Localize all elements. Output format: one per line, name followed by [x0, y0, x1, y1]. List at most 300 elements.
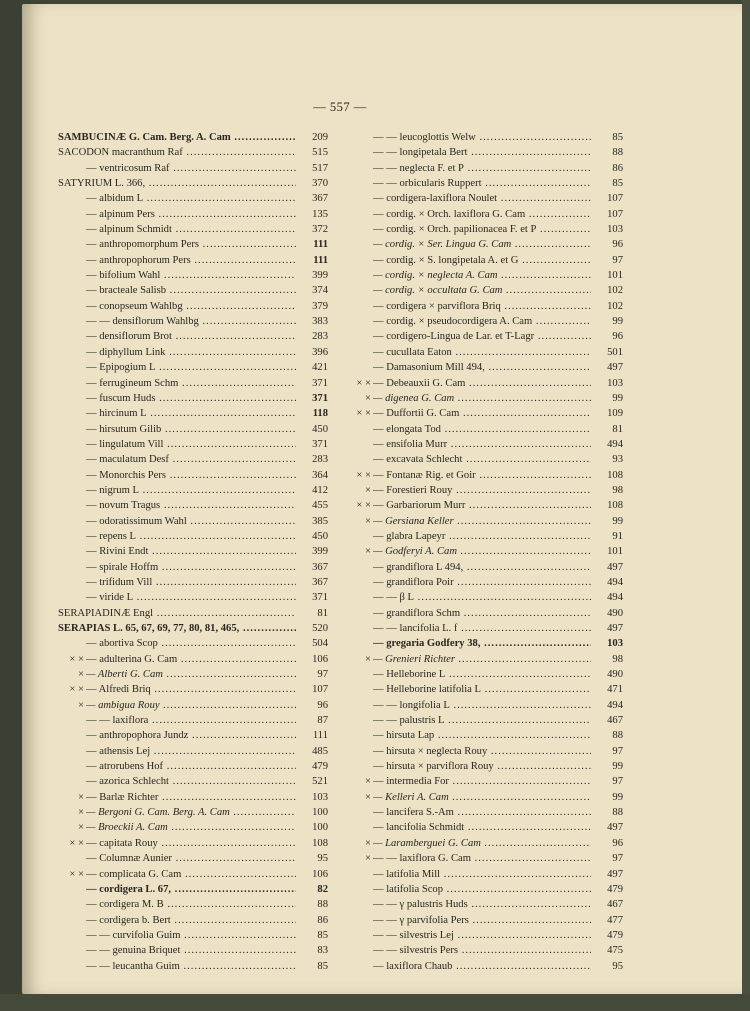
entry-name: — cordig. × Orch. papilionacea F. et P ..... [373, 222, 591, 237]
entry-name: — — β L ..... [373, 590, 591, 605]
page-reference: 107 [593, 191, 623, 206]
index-entry [58, 145, 328, 160]
page-reference: 99 [593, 514, 623, 529]
hybrid-marker: × [365, 837, 371, 849]
index-entry [58, 376, 328, 391]
index-entry [58, 529, 328, 544]
entry-name: — — lancifolia L. f ..... [373, 621, 591, 636]
entry-name: — grandiflora Poir ..... [373, 575, 591, 590]
entry-name: — Columnæ Aunier ..... [86, 851, 296, 866]
index-entry [58, 836, 328, 851]
hybrid-marker: × [78, 791, 84, 803]
entry-name: — ambigua Rouy ..... [86, 698, 296, 713]
entry-name: — densiflorum Brot ..... [86, 329, 296, 344]
entry-name: — anthropophorum Pers ..... [86, 253, 296, 268]
page-reference: 118 [298, 406, 328, 421]
page-reference: 471 [593, 682, 623, 697]
index-entry [58, 851, 328, 866]
index-entry [345, 959, 623, 974]
index-entry [345, 468, 623, 483]
entry-name: — alpinum Pers ..... [86, 207, 296, 222]
entry-name: — — neglecta F. et P ..... [373, 161, 591, 176]
entry-name: — cordig. × S. longipetala A. et G ..... [373, 253, 591, 268]
entry-name: — atrorubens Hof ..... [86, 759, 296, 774]
page-reference: 497 [593, 621, 623, 636]
page-reference: 475 [593, 943, 623, 958]
hybrid-marker: × × [69, 684, 84, 696]
hybrid-marker: × [365, 776, 371, 788]
index-entry [58, 560, 328, 575]
entry-name: — anthropophora Jundz ..... [86, 728, 296, 743]
entry-name: — viride L ..... [86, 590, 296, 605]
entry-name: — lingulatum Vill ..... [86, 437, 296, 452]
entry-name: — trifidum Vill ..... [86, 575, 296, 590]
index-entry [345, 237, 623, 252]
page-reference: 81 [298, 606, 328, 621]
index-entry [345, 575, 623, 590]
entry-name: — ferrugineum Schm ..... [86, 376, 296, 391]
entry-name: — Epipogium L ..... [86, 360, 296, 375]
entry-name: — Monorchis Pers ..... [86, 468, 296, 483]
entry-name: — albidum L ..... [86, 191, 296, 206]
entry-name: — Barlæ Richter ..... [86, 790, 296, 805]
entry-name: — hirsuta × neglecta Rouy ..... [373, 744, 591, 759]
index-entry [345, 636, 623, 651]
entry-name: — conopseum Wahlbg ..... [86, 299, 296, 314]
entry-name: SACODON macranthum Raf ..... [58, 145, 296, 160]
index-entry [58, 176, 328, 191]
index-entry [58, 345, 328, 360]
index-entry [345, 713, 623, 728]
page-reference: 379 [298, 299, 328, 314]
entry-name: — — curvifolia Guim ..... [86, 928, 296, 943]
page-reference: 96 [593, 329, 623, 344]
index-entry [345, 928, 623, 943]
index-entry [58, 299, 328, 314]
index-entry [345, 943, 623, 958]
page-reference: 494 [593, 590, 623, 605]
page-reference: 497 [593, 560, 623, 575]
index-entry [58, 222, 328, 237]
page-reference: 98 [593, 652, 623, 667]
page-reference: 97 [593, 253, 623, 268]
entry-name: — Alberti G. Cam ..... [86, 667, 296, 682]
index-entry [58, 897, 328, 912]
page-reference: 111 [298, 728, 328, 743]
page-reference: 209 [298, 130, 328, 145]
page-reference: 490 [593, 667, 623, 682]
entry-name: — — γ parvifolia Pers ..... [373, 913, 591, 928]
hybrid-marker: × [78, 807, 84, 819]
page-reference: 86 [593, 161, 623, 176]
page-reference: 99 [593, 759, 623, 774]
entry-name: — abortiva Scop ..... [86, 636, 296, 651]
entry-name: — lancifolia Schmidt ..... [373, 820, 591, 835]
page-reference: 521 [298, 774, 328, 789]
hybrid-marker: × × [356, 377, 371, 389]
page-reference: 97 [593, 851, 623, 866]
page-reference: 96 [298, 698, 328, 713]
index-entry [58, 790, 328, 805]
index-entry [58, 329, 328, 344]
page-reference: 88 [298, 897, 328, 912]
page-reference: 450 [298, 422, 328, 437]
page-reference: 520 [298, 621, 328, 636]
page-reference: 108 [298, 836, 328, 851]
index-entry [345, 759, 623, 774]
index-entry [58, 943, 328, 958]
index-entry [345, 774, 623, 789]
index-entry [58, 728, 328, 743]
hybrid-marker: × [365, 791, 371, 803]
entry-name: — hirsutum Gilib ..... [86, 422, 296, 437]
page-reference: 467 [593, 897, 623, 912]
index-entry [58, 253, 328, 268]
index-entry [58, 191, 328, 206]
page-reference: 371 [298, 590, 328, 605]
index-entry [58, 575, 328, 590]
index-entry [58, 913, 328, 928]
hybrid-marker: × [78, 822, 84, 834]
entry-name: — — longipetala Bert ..... [373, 145, 591, 160]
entry-name: — Debeauxii G. Cam ..... [373, 376, 591, 391]
index-entry [345, 191, 623, 206]
entry-name: — cordigera × parviflora Briq ..... [373, 299, 591, 314]
entry-name: — glabra Lapeyr ..... [373, 529, 591, 544]
entry-name: SATYRIUM L. 366, ..... [58, 176, 296, 191]
page-reference: 399 [298, 268, 328, 283]
index-entry [345, 867, 623, 882]
page-reference: 96 [593, 237, 623, 252]
page-reference: 85 [298, 959, 328, 974]
page-reference: 101 [593, 544, 623, 559]
page-reference: 372 [298, 222, 328, 237]
index-entry [345, 544, 623, 559]
page-reference: 109 [593, 406, 623, 421]
page-reference: 91 [593, 529, 623, 544]
index-entry [58, 667, 328, 682]
hybrid-marker: × [78, 699, 84, 711]
page-reference: 135 [298, 207, 328, 222]
index-entry [58, 544, 328, 559]
page-reference: 494 [593, 698, 623, 713]
entry-name: — maculatum Desf ..... [86, 452, 296, 467]
page-reference: 396 [298, 345, 328, 360]
entry-name: — grandiflora L 494, ..... [373, 560, 591, 575]
entry-name: — — genuina Briquet ..... [86, 943, 296, 958]
page-reference: 479 [593, 882, 623, 897]
page-reference: 374 [298, 283, 328, 298]
entry-name: — spirale Hoffm ..... [86, 560, 296, 575]
hybrid-marker: × [365, 653, 371, 665]
index-entry [58, 283, 328, 298]
index-entry [58, 882, 328, 897]
page-reference: 93 [593, 452, 623, 467]
page-reference: 479 [593, 928, 623, 943]
hybrid-marker: × [365, 546, 371, 558]
index-entry [345, 698, 623, 713]
index-entry [58, 130, 328, 145]
page-reference: 515 [298, 145, 328, 160]
page-reference: 103 [593, 636, 623, 651]
index-entry [345, 161, 623, 176]
entry-name: — hircinum L ..... [86, 406, 296, 421]
entry-name: SAMBUCINÆ G. Cam. Berg. A. Cam ..... [58, 130, 296, 145]
index-entry [345, 682, 623, 697]
entry-name: — Bergoni G. Cam. Berg. A. Cam ..... [86, 805, 296, 820]
page-reference: 99 [593, 790, 623, 805]
entry-name: — cordig. × Orch. laxiflora G. Cam ..... [373, 207, 591, 222]
entry-name: — complicata G. Cam ..... [86, 867, 296, 882]
index-entry [345, 529, 623, 544]
entry-name: — azorica Schlecht ..... [86, 774, 296, 789]
page-reference: 96 [593, 836, 623, 851]
page-reference: 102 [593, 299, 623, 314]
entry-name: — bifolium Wahl ..... [86, 268, 296, 283]
hybrid-marker: × × [69, 653, 84, 665]
page-reference: 98 [593, 483, 623, 498]
hybrid-marker: × × [356, 469, 371, 481]
entry-name: — cordigera M. B ..... [86, 897, 296, 912]
entry-name: — cordig. × pseudocordigera A. Cam ..... [373, 314, 591, 329]
index-entry [58, 422, 328, 437]
index-entry [345, 560, 623, 575]
page-reference: 497 [593, 820, 623, 835]
entry-name: — hirsuta × parviflora Rouy ..... [373, 759, 591, 774]
index-entry [345, 606, 623, 621]
index-entry [345, 882, 623, 897]
index-entry [345, 130, 623, 145]
entry-name: — ensifolia Murr ..... [373, 437, 591, 452]
page-reference: 111 [298, 237, 328, 252]
index-entry [58, 713, 328, 728]
page-reference: 108 [593, 468, 623, 483]
index-entry [58, 391, 328, 406]
entry-name: — Helleborine latifolia L ..... [373, 682, 591, 697]
entry-name: — cordigera-laxiflora Noulet ..... [373, 191, 591, 206]
index-entry [345, 851, 623, 866]
page-reference: 101 [593, 268, 623, 283]
index-entry [345, 145, 623, 160]
entry-name: — excavata Schlecht ..... [373, 452, 591, 467]
page-reference: 102 [593, 283, 623, 298]
page-reference: 97 [593, 744, 623, 759]
entry-name: — cordigera b. Bert ..... [86, 913, 296, 928]
entry-name: — Gersiana Keller ..... [373, 514, 591, 529]
entry-name: — cordig. × Ser. Lingua G. Cam ..... [373, 237, 591, 252]
page-reference: 485 [298, 744, 328, 759]
entry-name: — Fontanæ Rig. et Goir ..... [373, 468, 591, 483]
page-reference: 367 [298, 191, 328, 206]
page-reference: 103 [593, 222, 623, 237]
index-entry [345, 283, 623, 298]
entry-name: — latifolia Mill ..... [373, 867, 591, 882]
index-entry [345, 329, 623, 344]
entry-name: — novum Tragus ..... [86, 498, 296, 513]
page-reference: 501 [593, 345, 623, 360]
entry-name: — athensis Lej ..... [86, 744, 296, 759]
entry-name: — — silvestris Lej ..... [373, 928, 591, 943]
index-entry [345, 913, 623, 928]
index-entry [345, 514, 623, 529]
index-entry [58, 867, 328, 882]
index-column-left [58, 130, 328, 974]
page-reference: 88 [593, 728, 623, 743]
index-entry [345, 299, 623, 314]
entry-name: — alpinum Schmidt ..... [86, 222, 296, 237]
hybrid-marker: × [365, 484, 371, 496]
entry-name: — — densiflorum Wahlbg ..... [86, 314, 296, 329]
index-entry [345, 376, 623, 391]
index-entry [345, 483, 623, 498]
page-reference: 88 [593, 145, 623, 160]
page-reference: 99 [593, 314, 623, 329]
entry-name: — Helleborine L ..... [373, 667, 591, 682]
index-column-right [345, 130, 623, 974]
index-entry [345, 176, 623, 191]
entry-name: — anthropomorphum Pers ..... [86, 237, 296, 252]
index-entry [58, 682, 328, 697]
index-entry [58, 237, 328, 252]
page-reference: 107 [298, 682, 328, 697]
index-entry [345, 836, 623, 851]
page-reference: 99 [593, 391, 623, 406]
page-reference: 385 [298, 514, 328, 529]
page-reference: 86 [298, 913, 328, 928]
entry-name: — latifolia Scop ..... [373, 882, 591, 897]
page-reference: 370 [298, 176, 328, 191]
page-reference: 371 [298, 437, 328, 452]
index-entry [58, 621, 328, 636]
entry-name: — hirsuta Lap ..... [373, 728, 591, 743]
entry-name: — cordigero-Lingua de Lar. et T-Lagr ..... [373, 329, 591, 344]
index-entry [345, 222, 623, 237]
index-entry [58, 636, 328, 651]
index-entry [58, 774, 328, 789]
entry-name: SERAPIADINÆ Engl ..... [58, 606, 296, 621]
page-reference: 81 [593, 422, 623, 437]
index-entry [58, 498, 328, 513]
page-reference: 383 [298, 314, 328, 329]
index-entry [58, 928, 328, 943]
index-entry [58, 759, 328, 774]
page-reference: 494 [593, 437, 623, 452]
entry-name: — nigrum L ..... [86, 483, 296, 498]
entry-name: — Duffortii G. Cam ..... [373, 406, 591, 421]
entry-name: — grandiflora Schm ..... [373, 606, 591, 621]
entry-name: — bracteale Salisb ..... [86, 283, 296, 298]
page-reference: 107 [593, 207, 623, 222]
entry-name: — — orbicularis Ruppert ..... [373, 176, 591, 191]
page-reference: 100 [298, 805, 328, 820]
index-entry [58, 161, 328, 176]
entry-name: — Damasonium Mill 494, ..... [373, 360, 591, 375]
index-entry [345, 314, 623, 329]
entry-name: — Garbariorum Murr ..... [373, 498, 591, 513]
entry-name: — capitata Rouy ..... [86, 836, 296, 851]
entry-name: — repens L ..... [86, 529, 296, 544]
index-entry [345, 498, 623, 513]
index-entry [58, 468, 328, 483]
index-entry [58, 268, 328, 283]
entry-name: — adulterina G. Cam ..... [86, 652, 296, 667]
index-entry [345, 590, 623, 605]
page-reference: 494 [593, 575, 623, 590]
page-reference: 412 [298, 483, 328, 498]
page-reference: 85 [298, 928, 328, 943]
page-reference: 467 [593, 713, 623, 728]
index-entry [58, 207, 328, 222]
page-reference: 517 [298, 161, 328, 176]
page-reference: 106 [298, 652, 328, 667]
index-entry [58, 698, 328, 713]
entry-name: — — γ palustris Huds ..... [373, 897, 591, 912]
hybrid-marker: × [365, 853, 371, 865]
entry-name: — cucullata Eaton ..... [373, 345, 591, 360]
entry-name: — diphyllum Link ..... [86, 345, 296, 360]
index-entry [345, 897, 623, 912]
entry-name: — cordigera L. 67, ..... [86, 882, 296, 897]
entry-name: — Laramberguei G. Cam ..... [373, 836, 591, 851]
hybrid-marker: × × [356, 500, 371, 512]
entry-name: — Rivini Endt ..... [86, 544, 296, 559]
entry-name: — — laxiflora ..... [86, 713, 296, 728]
entry-name: — — leucoglottis Welw ..... [373, 130, 591, 145]
page-reference: 82 [298, 882, 328, 897]
page-reference: 87 [298, 713, 328, 728]
page-reference: 367 [298, 575, 328, 590]
page-reference: 497 [593, 867, 623, 882]
page-reference: 95 [298, 851, 328, 866]
page-reference: 88 [593, 805, 623, 820]
index-entry [345, 820, 623, 835]
index-entry [345, 437, 623, 452]
index-entry [58, 514, 328, 529]
page-reference: 83 [298, 943, 328, 958]
entry-name: — elongata Tod ..... [373, 422, 591, 437]
entry-name: — — leucantha Guim ..... [86, 959, 296, 974]
entry-name: — odoratissimum Wahl ..... [86, 514, 296, 529]
page-reference: 367 [298, 560, 328, 575]
entry-name: — cordig. × neglecta A. Cam ..... [373, 268, 591, 283]
entry-name: — — longifolia L ..... [373, 698, 591, 713]
index-entry [345, 391, 623, 406]
entry-name: — digenea G. Cam ..... [373, 391, 591, 406]
page-reference: 97 [298, 667, 328, 682]
index-entry [345, 652, 623, 667]
index-entry [345, 667, 623, 682]
page-reference: 371 [298, 391, 328, 406]
hybrid-marker: × [78, 669, 84, 681]
index-entry [58, 606, 328, 621]
index-entry [345, 805, 623, 820]
entry-name: — laxiflora Chaub ..... [373, 959, 591, 974]
page-reference: 364 [298, 468, 328, 483]
entry-name: — cordig. × occultata G. Cam ..... [373, 283, 591, 298]
entry-name: — gregaria Godfery 38, ..... [373, 636, 591, 651]
entry-name: SERAPIAS L. 65, 67, 69, 77, 80, 81, 465, ..... [58, 621, 296, 636]
index-entry [345, 406, 623, 421]
entry-name: — Broeckii A. Cam ..... [86, 820, 296, 835]
index-entry [345, 422, 623, 437]
index-entry [58, 406, 328, 421]
entry-name: — fuscum Huds ..... [86, 391, 296, 406]
book-cover-edge [742, 0, 750, 1011]
entry-name: — — silvestris Pers ..... [373, 943, 591, 958]
entry-name: — lancifera S.-Am ..... [373, 805, 591, 820]
page-reference: 103 [593, 376, 623, 391]
entry-name: — Kelleri A. Cam ..... [373, 790, 591, 805]
